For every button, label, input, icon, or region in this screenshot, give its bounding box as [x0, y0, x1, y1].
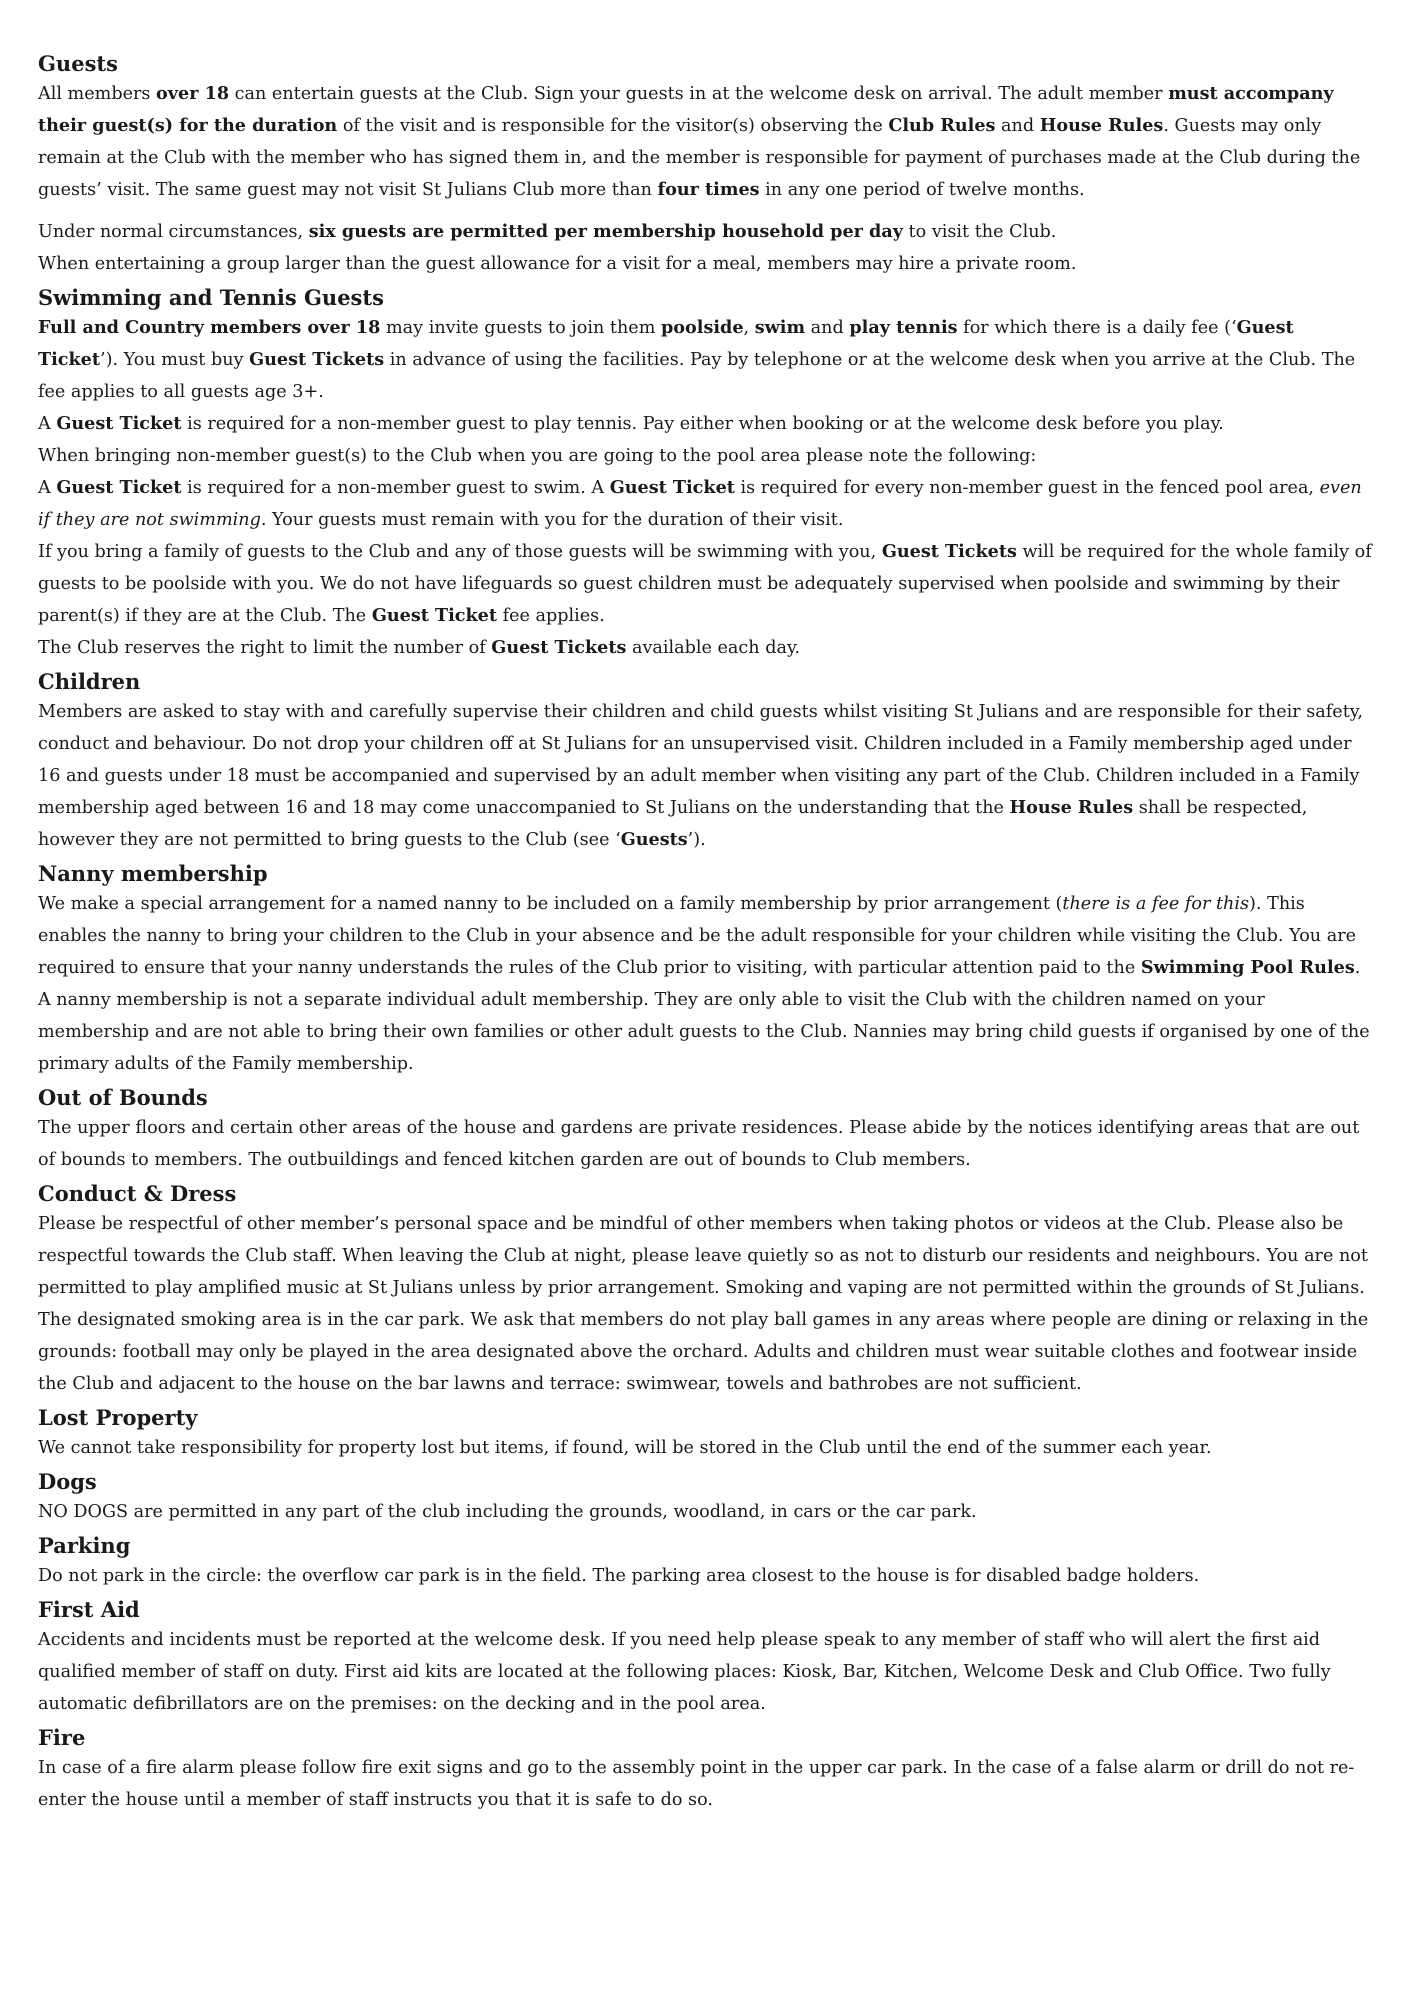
- bold-text: poolside: [660, 317, 744, 338]
- text-run: is required for every non-member guest in the fenced pool area,: [734, 478, 1320, 498]
- section-paragraph: [38, 440, 1376, 472]
- bold-text: swim: [754, 317, 806, 338]
- rules-content: [38, 50, 1376, 1816]
- text-run: If you bring a family of guests to the Club and any of those guests will be swimming with you,: [38, 542, 882, 562]
- text-run: will be required for the whole family of guests to be poolside with you. We do not have lifeguards so guest children must be adequately supervised when poolside and swimming by their parent(s) if they are at the Club. The: [38, 542, 1372, 626]
- section-nanny-membership: [38, 860, 1376, 1084]
- bold-text: six guests are permitted per membership household per day: [308, 221, 903, 242]
- section-paragraph: [38, 408, 1376, 440]
- text-run: We cannot take responsibility for property lost but items, if found, will be stored in the Club until the end of the summer each year.: [38, 1438, 1212, 1458]
- text-run: to visit the Club.: [902, 222, 1057, 242]
- text-run: Accidents and incidents must be reported at the welcome desk. If you need help please speak to any member of staff who will alert the first aid qualified member of staff on duty. First aid kits are located at the following places: Kiosk, Bar, Kitchen, Welcome Desk and Club Office. Two fully automatic defibrillators are on the premises: on the decking and in the pool area.: [38, 1630, 1331, 1714]
- text-run: ). This enables the nanny to bring your children to the Club in your absence and be the adult responsible for your children while visiting the Club. You are required to ensure that your nanny understands the rules of the Club prior to visiting, with particular attention paid to the: [38, 894, 1357, 978]
- text-run: . A nanny membership is not a separate individual adult membership. They are only able to visit the Club with the children named on your membership and are not able to bring their own families or other adult guests to the Club. Nannies may bring child guests if organised by one of the primary adults of the Family membership.: [38, 958, 1370, 1074]
- text-run: Do not park in the circle: the overflow car park is in the field. The parking area closest to the house is for disabled badge holders.: [38, 1566, 1200, 1586]
- text-run: All members: [38, 84, 157, 104]
- section-dogs: [38, 1468, 1376, 1532]
- bold-text: Guest Tickets: [491, 637, 627, 658]
- section-paragraph: [38, 536, 1376, 632]
- section-paragraph: [38, 1432, 1376, 1464]
- text-run: The Club reserves the right to limit the number of: [38, 638, 492, 658]
- section-heading: Fire: [38, 1725, 86, 1750]
- section-heading: Nanny membership: [38, 861, 268, 886]
- text-run: ’).: [687, 830, 706, 850]
- bold-text: Full and Country members over 18: [38, 317, 381, 338]
- bold-text: House Rules: [1039, 115, 1164, 136]
- section-first-aid: [38, 1596, 1376, 1724]
- section-conduct-dress: [38, 1180, 1376, 1404]
- text-run: When bringing non-member guest(s) to the Club when you are going to the pool area please note the following:: [38, 446, 1037, 466]
- text-run: and: [995, 116, 1040, 136]
- section-paragraph: [38, 1208, 1376, 1400]
- text-run: Please be respectful of other member’s personal space and be mindful of other members when taking photos or videos at the Club. Please also be respectful towards the Club staff. When leaving the Club at night, please leave quietly so as not to disturb our residents and neighbours. You are not permitted to play amplified music at St Julians unless by prior arrangement. Smoking and vaping are not permitted within the grounds of St Julians. The designated smoking area is in the car park. We ask that members do not play ball games in any areas where people are dining or relaxing in the grounds: football may only be played in the area designated above the orchard. Adults and children must wear suitable clothes and footwear inside the Club and adjacent to the house on the bar lawns and terrace: swimwear, towels and bathrobes are not sufficient.: [38, 1214, 1369, 1394]
- text-run: NO DOGS are permitted in any part of the club including the grounds, woodland, in cars or the car park.: [38, 1502, 977, 1522]
- bold-text: must accompany their guest(s) for the duration: [38, 83, 1334, 136]
- bold-text: Guest Ticket: [38, 317, 1294, 370]
- bold-text: play tennis: [849, 317, 958, 338]
- bold-text: Club Rules: [888, 115, 996, 136]
- bold-text: Guest Ticket: [609, 477, 735, 498]
- section-heading: First Aid: [38, 1597, 140, 1622]
- bold-text: Swimming Pool Rules: [1140, 957, 1355, 978]
- text-run: A: [38, 414, 57, 434]
- section-heading: Parking: [38, 1533, 131, 1558]
- italic-text: there is a fee for this: [1062, 894, 1250, 914]
- section-lost-property: [38, 1404, 1376, 1468]
- text-run: in advance of using the facilities. Pay by telephone or at the welcome desk when you arrive at the Club. The fee applies to all guests age 3+.: [38, 350, 1356, 402]
- section-heading: Swimming and Tennis Guests: [38, 285, 384, 310]
- section-guests: [38, 50, 1376, 284]
- section-paragraph: [38, 1624, 1376, 1720]
- section-heading: Conduct & Dress: [38, 1181, 237, 1206]
- section-paragraph: [38, 472, 1376, 536]
- text-run: available each day.: [626, 638, 801, 658]
- section-paragraph: [38, 1752, 1376, 1816]
- text-run: A: [38, 478, 57, 498]
- text-run: In case of a fire alarm please follow fire exit signs and go to the assembly point in the upper car park. In the case of a false alarm or drill do not re-enter the house until a member of staff instructs you that it is safe to do so.: [38, 1758, 1355, 1810]
- text-run: is required for a non-member guest to swim. A: [181, 478, 610, 498]
- section-paragraph: [38, 216, 1376, 248]
- section-paragraph: [38, 632, 1376, 664]
- text-run: When entertaining a group larger than the guest allowance for a visit for a meal, members may hire a private room.: [38, 254, 1077, 274]
- text-run: Under normal circumstances,: [38, 222, 309, 242]
- text-run: ,: [743, 318, 755, 338]
- italic-text: even if they are not swimming: [38, 478, 1362, 530]
- section-heading: Guests: [38, 51, 118, 76]
- bold-text: Guest Ticket: [371, 605, 497, 626]
- bold-text: over 18: [156, 83, 230, 104]
- text-run: can entertain guests at the Club. Sign your guests in at the welcome desk on arrival. The adult member: [229, 84, 1169, 104]
- text-run: in any one period of twelve months.: [759, 180, 1085, 200]
- bold-text: House Rules: [1009, 797, 1134, 818]
- bold-text: Guests: [620, 829, 688, 850]
- text-run: The upper floors and certain other areas of the house and gardens are private residences. Please abide by the notices identifying areas that are out of bounds to members. The outbuildings and fenced kitchen garden are out of bounds to Club members.: [38, 1118, 1360, 1170]
- section-heading: Children: [38, 669, 141, 694]
- text-run: and: [805, 318, 850, 338]
- bold-text: Guest Tickets: [881, 541, 1017, 562]
- text-run: . Your guests must remain with you for the duration of their visit.: [260, 510, 844, 530]
- section-paragraph: [38, 696, 1376, 856]
- text-run: Members are asked to stay with and carefully supervise their children and child guests whilst visiting St Julians and are responsible for their safety, conduct and behaviour. Do not drop your children off at St Julians for an unsupervised visit. Children included in a Family membership aged under 16 and guests under 18 must be accompanied and supervised by an adult member when visiting any part of the Club. Children included in a Family membership aged between 16 and 18 may come unaccompanied to St Julians on the understanding that the: [38, 702, 1363, 818]
- text-run: shall be respected, however they are not permitted to bring guests to the Club (see ‘: [38, 798, 1308, 850]
- text-run: . Guests may only remain at the Club with the member who has signed them in, and the member is responsible for payment of purchases made at the Club during the guests’ visit. The same guest may not visit St Julians Club more than: [38, 116, 1361, 200]
- bold-text: Guest Ticket: [56, 413, 182, 434]
- section-children: [38, 668, 1376, 860]
- section-parking: [38, 1532, 1376, 1596]
- bold-text: Guest Tickets: [249, 349, 385, 370]
- text-run: fee applies.: [496, 606, 605, 626]
- section-heading: Lost Property: [38, 1405, 198, 1430]
- section-paragraph: [38, 1112, 1376, 1176]
- bold-text: four times: [657, 179, 760, 200]
- text-run: We make a special arrangement for a named nanny to be included on a family membership by prior arrangement (: [38, 894, 1063, 914]
- section-swimming-and-tennis-guests: [38, 284, 1376, 668]
- section-paragraph: [38, 1560, 1376, 1592]
- text-run: ’). You must buy: [100, 350, 250, 370]
- text-run: may invite guests to join them: [380, 318, 661, 338]
- section-paragraph: [38, 248, 1376, 280]
- section-paragraph: [38, 312, 1376, 408]
- section-heading: Out of Bounds: [38, 1085, 208, 1110]
- section-paragraph: [38, 78, 1376, 206]
- section-paragraph: [38, 888, 1376, 1080]
- text-run: of the visit and is responsible for the visitor(s) observing the: [337, 116, 889, 136]
- text-run: for which there is a daily fee (‘: [957, 318, 1237, 338]
- section-heading: Dogs: [38, 1469, 97, 1494]
- text-run: is required for a non-member guest to play tennis. Pay either when booking or at the welcome desk before you play.: [181, 414, 1224, 434]
- section-paragraph: [38, 1496, 1376, 1528]
- bold-text: Guest Ticket: [56, 477, 182, 498]
- section-out-of-bounds: [38, 1084, 1376, 1180]
- section-fire: [38, 1724, 1376, 1816]
